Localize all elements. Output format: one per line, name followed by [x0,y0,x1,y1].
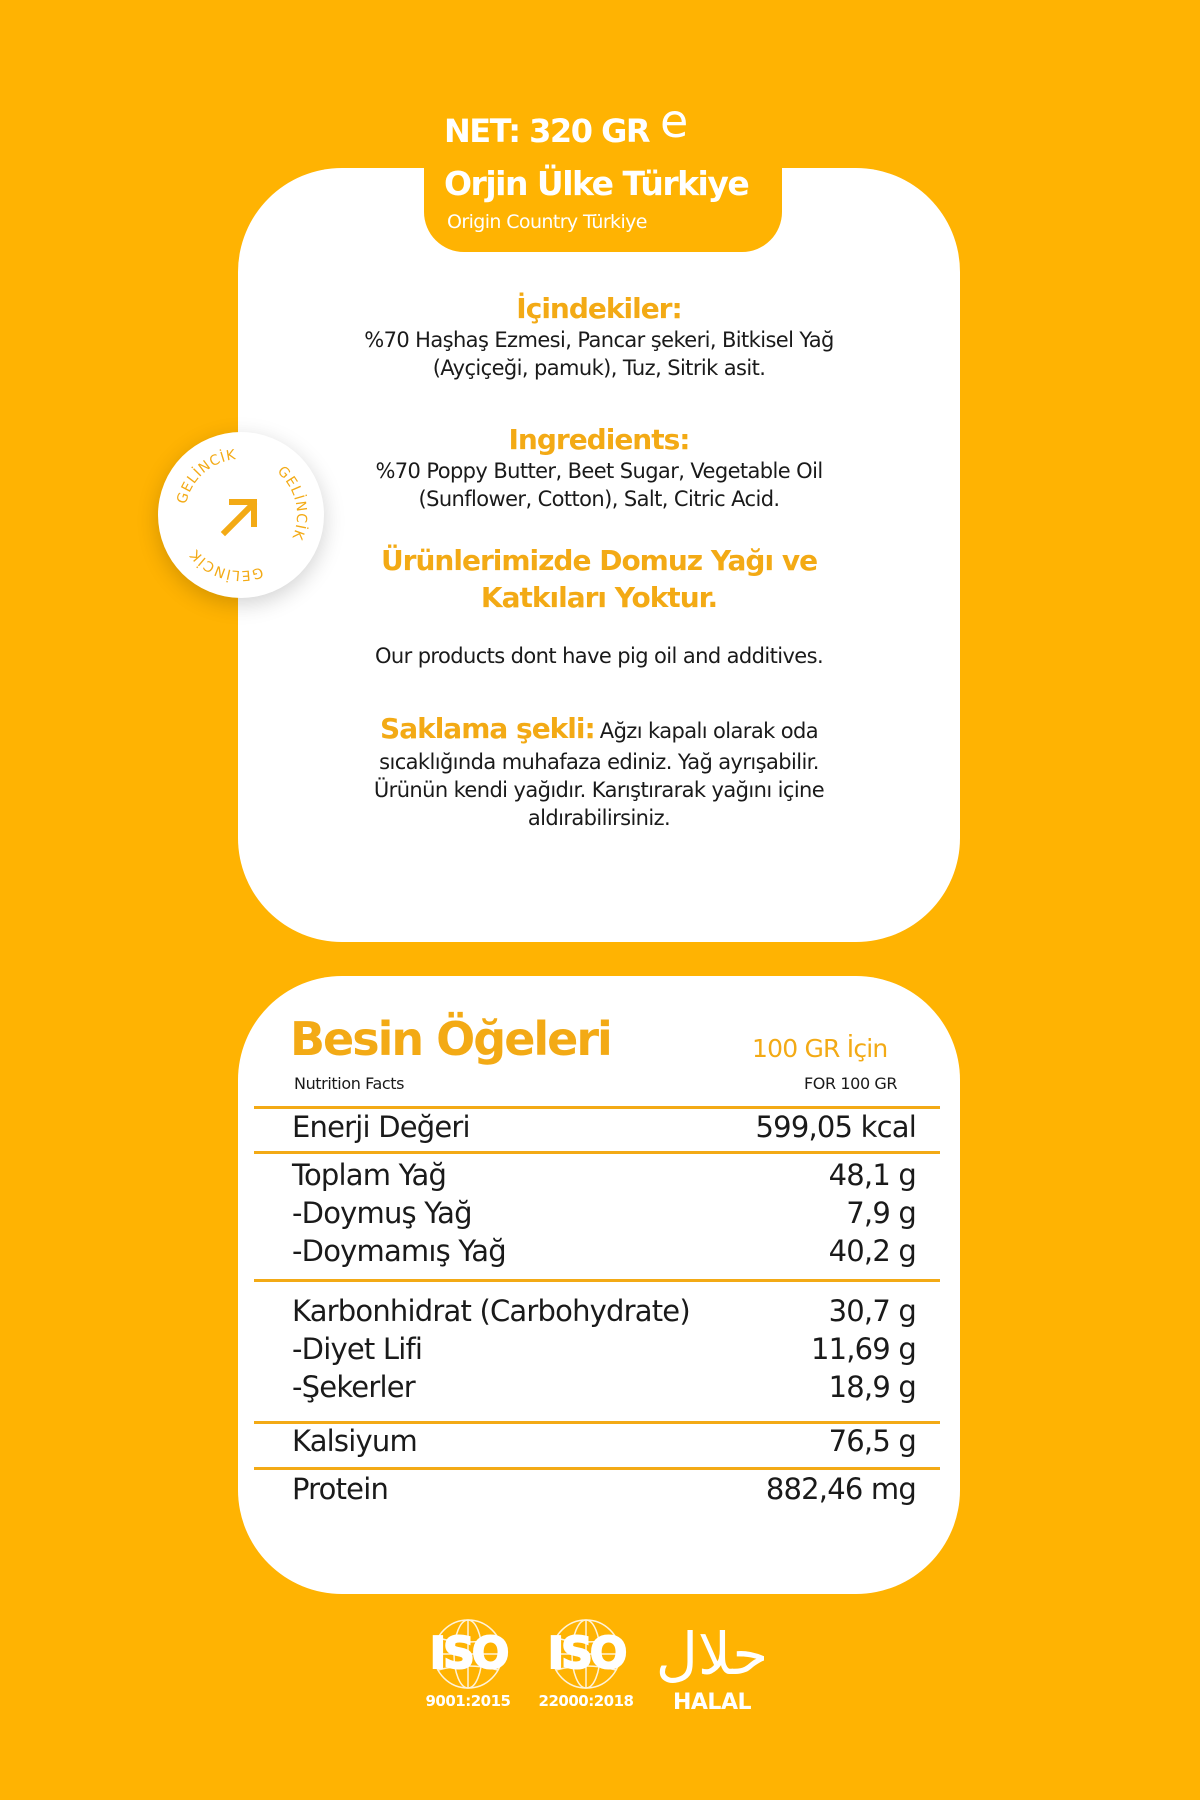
svg-text:GELİNCİK [174,447,237,506]
per-100g-tr: 100 GR İçin [752,1034,888,1063]
halal-label: HALAL [672,1690,751,1715]
pig-notice-line2: Katkıları Yoktur. [480,581,718,614]
nutrition-row [292,1294,916,1328]
ingredients-en-line1: %70 Poppy Butter, Beet Sugar, Vegetable Oil [375,459,823,483]
divider [254,1467,940,1470]
nutrition-subtitle: Nutrition Facts [294,1074,405,1093]
svg-text:GELİNCİK [187,546,265,584]
nutrient-value: 11,69 g [810,1332,916,1366]
iso-22000-certificate [536,1618,636,1710]
brand-logo-icon: e [660,94,689,148]
pig-notice-en: Our products dont have pig oil and additives. [374,644,824,668]
origin-country-tr: Orjin Ülke Türkiye [444,164,749,203]
nutrient-label: Kalsiyum [292,1424,417,1458]
storage-line2: sıcaklığında muhafaza ediniz. Yağ ayrışabilir. [379,750,819,774]
nutrient-label: Karbonhidrat (Carbohydrate) [292,1294,690,1328]
iso-9001-certificate [418,1618,518,1710]
iso-logo-text: ISO [429,1628,507,1679]
divider [254,1279,940,1282]
storage-line3: Ürünün kendi yağıdır. Karıştırarak yağını içine [373,778,825,802]
storage-section [238,712,960,832]
nutrition-title: Besin Öğeleri [290,1012,611,1066]
nutrient-value: 18,9 g [828,1370,916,1404]
iso-logo-text: ISO [547,1628,625,1679]
badge-text-2: GELİNCİK [274,463,310,543]
gelincik-badge [158,432,324,598]
badge-text-3: GELİNCİK [186,545,265,584]
nutrient-value: 599,05 kcal [755,1110,916,1144]
svg-text:GELİNCİK [274,463,310,542]
nutrient-value: 48,1 g [828,1158,916,1192]
nutrition-row [292,1110,916,1144]
halal-arabic-logo: حلال [655,1620,769,1688]
per-100g-en: FOR 100 GR [804,1074,898,1093]
storage-line4: aldırabilirsiniz. [527,806,671,830]
ingredients-tr-line2: (Ayçiçeği, pamuk), Tuz, Sitrik asit. [432,356,766,380]
nutrition-row [292,1424,916,1458]
ingredients-tr-title: İçindekiler: [516,292,682,325]
nutrient-value: 30,7 g [828,1294,916,1328]
nutrient-value: 40,2 g [828,1234,916,1268]
net-weight: NET: 320 GR [444,112,649,150]
divider [254,1106,940,1109]
nutrient-label: Protein [292,1472,389,1506]
nutrient-label: -Şekerler [292,1370,415,1404]
ingredients-en-section [238,423,960,513]
iso-code: 22000:2018 [538,1692,634,1710]
nutrition-row [292,1472,916,1506]
nutrition-row [292,1196,916,1230]
nutrient-label: -Doymamış Yağ [292,1234,506,1268]
nutrition-row [292,1370,916,1404]
nutrition-row [292,1234,916,1268]
storage-line1: Ağzı kapalı olarak oda [599,719,818,743]
nutrient-label: Enerji Değeri [292,1110,470,1144]
nutrient-label: -Doymuş Yağ [292,1196,472,1230]
halal-certificate [648,1618,776,1715]
ingredients-tr-line1: %70 Haşhaş Ezmesi, Pancar şekeri, Bitkisel Yağ [364,328,834,352]
nutrient-label: -Diyet Lifi [292,1332,423,1366]
pig-notice-en-section [238,642,960,670]
nutrient-label: Toplam Yağ [292,1158,447,1192]
ingredients-en-line2: (Sunflower, Cotton), Salt, Citric Acid. [418,487,780,511]
nutrition-row [292,1158,916,1192]
origin-country-en: Origin Country Türkiye [447,211,647,233]
iso-code: 9001:2015 [425,1692,511,1710]
nutrition-row [292,1332,916,1366]
arrow-up-right-icon [225,502,254,532]
nutrient-value: 882,46 mg [765,1472,916,1506]
nutrient-value: 76,5 g [828,1424,916,1458]
badge-text-1: GELİNCİK [174,447,238,506]
pig-notice-line1: Ürünlerimizde Domuz Yağı ve [380,544,818,577]
storage-title: Saklama şekli: [380,712,595,745]
ingredients-tr-section [238,292,960,382]
divider [254,1151,940,1154]
nutrient-value: 7,9 g [846,1196,916,1230]
ingredients-en-title: Ingredients: [508,423,690,456]
pig-notice-section [238,542,960,616]
